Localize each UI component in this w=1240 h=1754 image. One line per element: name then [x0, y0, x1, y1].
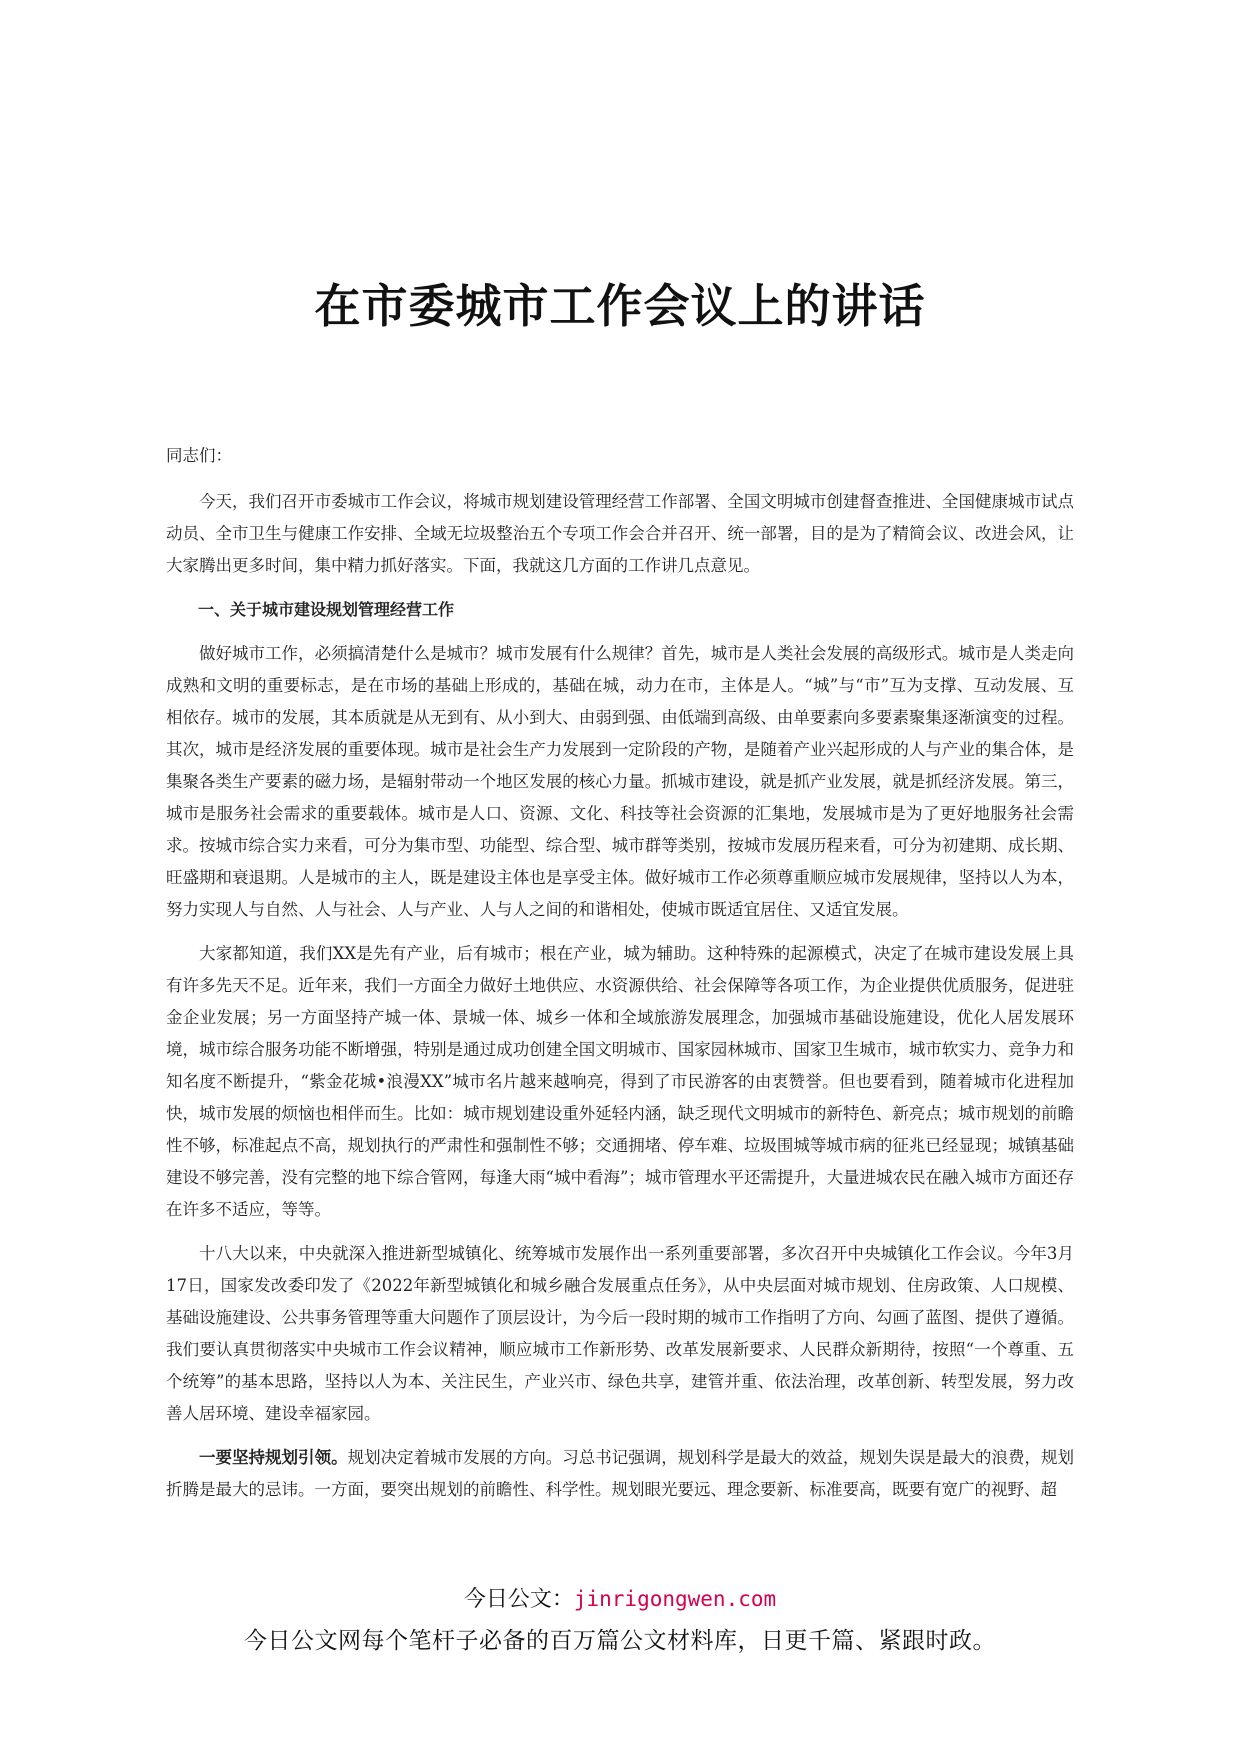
paragraph-city-nature: 做好城市工作，必须搞清楚什么是城市？城市发展有什么规律？首先，城市是人类社会发展的高级形式。城市是人类走向成熟和文明的重要标志，是在市场的基础上形成的，基础在城，动力在市，主体是人。“城”与“市”互为支撑、互动发展、互相依存。城市的发展，其本质就是从无到有、从小到大、由弱到强、由低端到高级、由单要素向多要素聚集逐渐演变的过程。其次，城市是经济发展的重要体现。城市是社会生产力发展到一定阶段的产物，是随着产业兴起形成的人与产业的集合体，是集聚各类生产要素的磁力场，是辐射带动一个地区发展的核心力量。抓城市建设，就是抓产业发展，就是抓经济发展。第三，城市是服务社会需求的重要载体。城市是人口、资源、文化、科技等社会资源的汇集地，发展城市是为了更好地服务社会需求。按城市综合实力来看，可分为集市型、功能型、综合型、城市群等类别，按城市发展历程来看，可分为初建期、成长期、旺盛期和衰退期。人是城市的主人，既是建设主体也是享受主体。做好城市工作必须尊重顺应城市发展规律，坚持以人为本，努力实现人与自然、人与社会、人与产业、人与人之间的和谐相处，使城市既适宜居住、又适宜发展。 — [166, 644, 1074, 919]
document-body — [166, 440, 1074, 1518]
footer-slogan: 今日公文网每个笔杆子必备的百万篇公文材料库，日更千篇、紧跟时政。 — [244, 1628, 996, 1654]
footer-site-line — [0, 1582, 1240, 1613]
footer-site-url[interactable]: jinrigongwen.com — [573, 1587, 777, 1611]
paragraph-local-status: 大家都知道，我们XX是先有产业，后有城市；根在产业，城为辅助。这种特殊的起源模式，决定了在城市建设发展上具有许多先天不足。近年来，我们一方面全力做好土地供应、水资源供给、社会保障等各项工作，为企业提供优质服务，促进驻金企业发展；另一方面坚持产城一体、景城一体、城乡一体和全域旅游发展理念，加强城市基础设施建设，优化人居发展环境，城市综合服务功能不断增强，特别是通过成功创建全国文明城市、国家园林城市、国家卫生城市，城市软实力、竞争力和知名度不断提升，“紫金花城•浪漫XX”城市名片越来越响亮，得到了市民游客的由衷赞誉。但也要看到，随着城市化进程加快，城市发展的烦恼也相伴而生。比如：城市规划建设重外延轻内涵，缺乏现代文明城市的新特色、新亮点；城市规划的前瞻性不够，标准起点不高，规划执行的严肃性和强制性不够；交通拥堵、停车难、垃圾围城等城市病的征兆已经显现；城镇基础建设不够完善，没有完整的地下综合管网，每逢大雨“城中看海”；城市管理水平还需提升，大量进城农民在融入城市方面还存在许多不适应，等等。 — [166, 944, 1074, 1219]
paragraph-central-policy: 十八大以来，中央就深入推进新型城镇化、统筹城市发展作出一系列重要部署，多次召开中央城镇化工作会议。今年3月17日，国家发改委印发了《2022年新型城镇化和城乡融合发展重点任务》，从中央层面对城市规划、住房政策、人口规模、基础设施建设、公共事务管理等重大问题作了顶层设计，为今后一段时期的城市工作指明了方向、勾画了蓝图、提供了遵循。我们要认真贯彻落实中央城市工作会议精神，顺应城市工作新形势、改革发展新要求、人民群众新期待，按照“一个尊重、五个统筹”的基本思路，坚持以人为本、关注民生，产业兴市、绿色共享，建管并重、依法治理，改革创新、转型发展，努力改善人居环境、建设幸福家园。 — [166, 1244, 1074, 1423]
section-heading: 一、关于城市建设规划管理经营工作 — [198, 600, 455, 619]
paragraph-planning-text: 规划决定着城市发展的方向。习总书记强调，规划科学是最大的效益，规划失误是最大的浪费，规划折腾是最大的忌讳。一方面，要突出规划的前瞻性、科学性。规划眼光要远、理念要新、标准要高，既要有宽广的视野、超 — [166, 1448, 1075, 1499]
paragraph-planning — [166, 1442, 1074, 1506]
paragraph-intro: 今天，我们召开市委城市工作会议，将城市规划建设管理经营工作部署、全国文明城市创建督查推进、全国健康城市试点动员、全市卫生与健康工作安排、全域无垃圾整治五个专项工作会合并召开、统一部署，目的是为了精简会议、改进会风，让大家腾出更多时间，集中精力抓好落实。下面，我就这几方面的工作讲几点意见。 — [166, 492, 1074, 575]
paragraph-lead: 一要坚持规划引领。 — [199, 1448, 348, 1467]
document-title: 在市委城市工作会议上的讲话 — [314, 279, 926, 333]
footer-site-label: 今日公文： — [463, 1587, 574, 1612]
salutation: 同志们： — [166, 446, 232, 465]
